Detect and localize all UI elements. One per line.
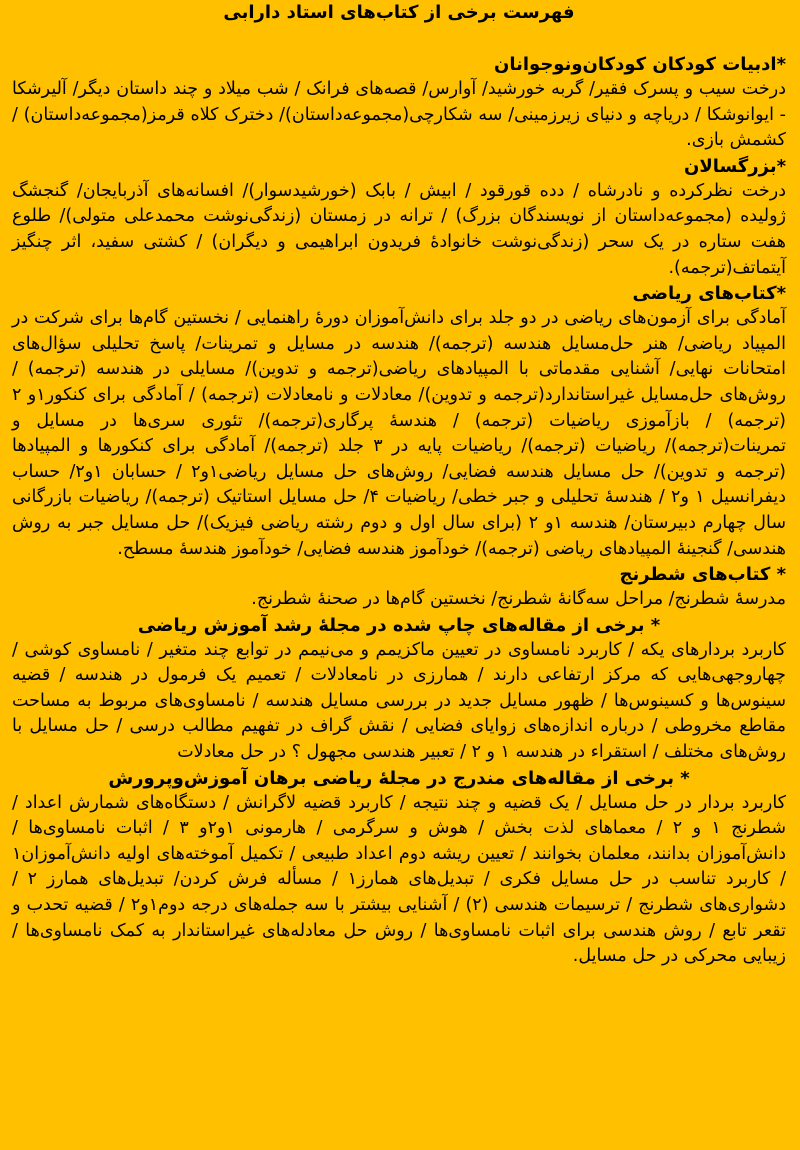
section-roshd-articles: [12, 613, 786, 766]
section-heading: *کتاب‌های ریاضی: [632, 283, 786, 305]
section-heading: * برخی از مقاله‌های چاپ شده در مجلهٔ رشد آموزش ریاضی: [137, 614, 661, 636]
section-body: آمادگی برای آزمون‌های ریاضی در دو جلد برای دانش‌آموزان دورهٔ راهنمایی / نخستین گام‌ها برای شرکت در المپیاد ریاضی/ هنر حل‌مسایل هندسه (ترجمه)/ هندسه در مسایل و تمرینات/ پاسخ تحلیلی سؤال‌های امتحانات نهایی/ آشنایی مقدماتی با المپیادهای ریاضی(ترجمه و تدوین)/ مسایلی در هندسه (ترجمه) / روش‌های حل‌مسایل غیراستاندارد(ترجمه و تدوین)/ معادلات و نامعادلات (ترجمه) / آمادگی برای کنکور۱و ۲ (ترجمه) / بازآموزی ریاضیات (ترجمه) / هندسهٔ پرگاری(ترجمه)/ تئوری سری‌ها در مسایل و تمرینات(ترجمه)/ ریاضیات (ترجمه)/ ریاضیات پایه در ۳ جلد (ترجمه)/ آمادگی برای کنکورها و المپیادها (ترجمه و تدوین)/ حل مسایل هندسه فضایی/ روش‌های حل مسایل ریاضی۱و۲ / حسابان ۱و۲/ حساب دیفرانسیل ۱ و۲ / هندسهٔ تحلیلی و جبر خطی/ ریاضیات ۴/ حل مسایل استاتیک (ترجمه)/ ریاضیات بازرگانی سال چهارم دبیرستان/ هندسه ۱و ۲ (برای سال اول و دوم رشته ریاضی فیزیک)/ حل مسایل جبر به روش هندسی/ گنجینهٔ المپیادهای ریاضی (ترجمه)/ خودآموز هندسه فضایی/ خودآموز هندسهٔ مسطح.: [12, 308, 786, 559]
section-heading: * برخی از مقاله‌های مندرج در مجلهٔ ریاضی برهان آموزش‌وپرورش: [108, 767, 690, 789]
section-heading: *ادبیات کودکان کودکان‌ونوجوانان: [493, 54, 786, 75]
section-heading: *بزرگسالان: [683, 155, 786, 177]
section-body: درخت نظرکرده و نادرشاه / دده قورقود / ابیش / بابک (خورشیدسوار)/ افسانه‌های آذربایجان/ گنجشگ ژولیده (مجموعه‌داستان از نویسندگان بزرگ) / ترانه در زمستان (زندگی‌نوشت محمدعلی متولی)/ طلوع هفت ستاره در یک سحر (زندگی‌نوشت خانوادهٔ فریدون ابراهیمی و دیگران) / کشتی سفید، اثر چنگیز آیتماتف(ترجمه).: [12, 180, 786, 278]
section-adults: [12, 154, 786, 281]
section-heading: * کتاب‌های شطرنج: [619, 564, 786, 586]
section-children-literature: [12, 52, 786, 154]
page-title: فهرست برخی از کتاب‌های استاد دارابی: [223, 2, 575, 23]
section-body: درخت سیب و پسرک فقیر/ گربه خورشید/ آوارس/ قصه‌های فرانک / شب میلاد و چند داستان دیگر/ آلیرشکا - ایوانوشکا / دریاچه و دنیای زیرزمینی/ سه شکارچی(مجموعه‌داستان)/ دخترک کلاه قرمز(مجموعه‌داستان) / کشمش بازی.: [12, 79, 786, 151]
section-body: مدرسهٔ شطرنج/ مراحل سه‌گانهٔ شطرنج/ نخستین گام‌ها در صحنهٔ شطرنج.: [251, 589, 786, 610]
section-borhan-articles: [12, 766, 786, 970]
section-body: کاربرد بردارهای یکه / کاربرد نامساوی در تعیین ماکزیمم و می‌نیمم در توابع چند متغیر / نامساوی کوشی / چهاروجهی‌هایی که مرکز ارتفاعی دارند / همارزی در نامعادلات / تعمیم یک فرمول در هندسه / قضیه سینوس‌ها و کسینوس‌ها / ظهور مسایل جدید در بررسی مسایل هندسه / نامساوی‌های مربوط به مساحت مقاطع مخروطی / درباره اندازه‌های زوایای فضایی / نقش گراف در تفهیم مطالب درسی / حل مسایل با روش‌های مختلف / استقراء در هندسه ۱ و ۲ / تعبیر هندسی مجهول ؟ در حل معادلات: [12, 639, 786, 763]
section-chess-books: [12, 562, 786, 613]
section-math-books: [12, 281, 786, 562]
section-body: کاربرد بردار در حل مسایل / یک قضیه و چند نتیجه / کاربرد قضیه لاگرانش / دستگاه‌های شمارش اعداد / شطرنج ۱ و ۲ / معماهای لذت بخش / هوش و سرگرمی / هارمونی ۱و۲و ۳ / اثبات نامساوی‌ها / دانش‌آموزان بدانند، معلمان بخوانند / تعیین ریشه دوم اعداد طبیعی / تکمیل آموخته‌های اولیه دانش‌آموزان۱ / کاربرد تناسب در حل مسایل فکری / تبدیل‌های همارز۱ / مسأله فرش کردن/ تبدیل‌های همارز ۲ / دشواری‌های شطرنج / ترسیمات هندسی (۲) / آشنایی بیشتر با سه جمله‌های درجه دوم۱و۲ / قضیه تحدب و تقعر تابع / روش هندسی برای اثبات نامساوی‌ها / روش حل معادله‌های غیراستاندار به کمک نامساوی‌ها / زیبایی محرکی در حل مسایل.: [12, 792, 787, 967]
